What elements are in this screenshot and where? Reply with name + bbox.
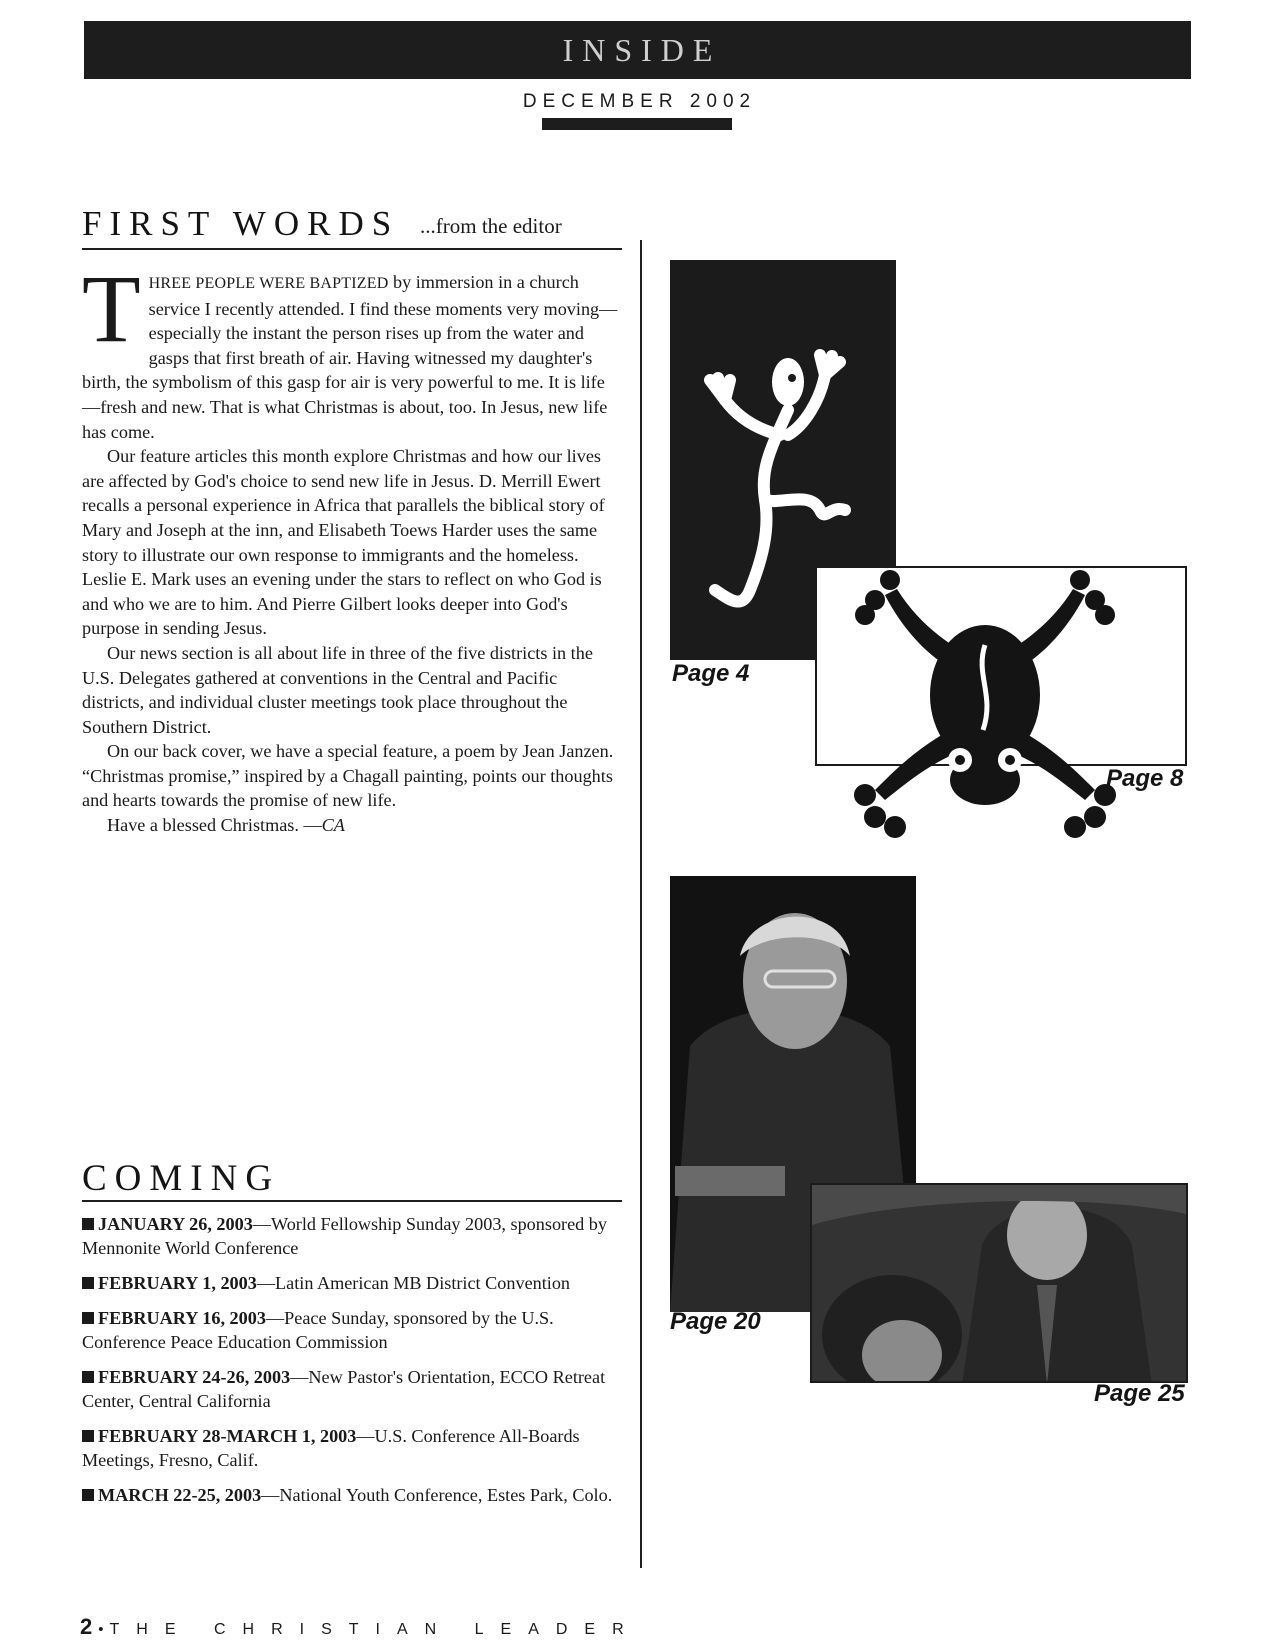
footer-separator: • bbox=[98, 1621, 104, 1638]
editorial-paragraph: Our feature articles this month explore Christmas and how our lives are affected by God's choice to send new life in Jesus. D. Merrill Ewert recalls a personal experience in Africa that parallels the biblical story of Mary and Joseph at the inn, and Elisabeth Toews Harder uses the same story to illustrate our own response to immigrants and the homeless. Leslie E. Mark uses an evening under the stars to reflect on who God is and who we are to him. And Pierre Gilbert looks deeper into God's purpose in sending Jesus. bbox=[82, 446, 605, 639]
events-list bbox=[82, 1212, 622, 1518]
closing-text: Have a blessed Christmas. — bbox=[107, 815, 322, 836]
page-footer bbox=[80, 1614, 641, 1640]
event-text: —Peace Sunday, sponsored by the U.S. Conference Peace Education Commission bbox=[82, 1308, 554, 1352]
bullet-square-icon bbox=[82, 1312, 94, 1324]
bullet-square-icon bbox=[82, 1371, 94, 1383]
drop-cap: T bbox=[82, 255, 141, 362]
event-item bbox=[82, 1306, 622, 1354]
bullet-square-icon bbox=[82, 1218, 94, 1230]
date-underline-bar bbox=[542, 118, 732, 130]
first-words-subheading: ...from the editor bbox=[420, 214, 562, 238]
coming-heading: COMING bbox=[82, 1158, 281, 1199]
page4-caption: Page 4 bbox=[672, 660, 750, 687]
event-text: —U.S. Conference All-Boards Meetings, Fresno, Calif. bbox=[82, 1426, 580, 1470]
event-item bbox=[82, 1365, 622, 1413]
event-date: FEBRUARY 16, 2003 bbox=[98, 1308, 266, 1328]
editorial-paragraph bbox=[82, 813, 622, 838]
masthead-title: INSIDE bbox=[562, 32, 722, 68]
prayer-photo bbox=[812, 1185, 1188, 1383]
event-date: FEBRUARY 24-26, 2003 bbox=[98, 1367, 291, 1387]
bullet-square-icon bbox=[82, 1277, 94, 1289]
event-date: JANUARY 26, 2003 bbox=[98, 1214, 253, 1234]
editorial-body bbox=[82, 255, 622, 838]
first-words-heading: FIRST WORDS bbox=[82, 204, 400, 243]
editor-signature: CA bbox=[321, 815, 345, 836]
issue-date: DECEMBER 2002 bbox=[522, 91, 757, 112]
event-text: —Latin American MB District Convention bbox=[256, 1273, 571, 1293]
event-text: —World Fellowship Sunday 2003, sponsored by Mennonite World Conference bbox=[82, 1214, 607, 1258]
event-text: —New Pastor's Orientation, ECCO Retreat Center, Central California bbox=[82, 1367, 606, 1411]
page20-caption: Page 20 bbox=[670, 1308, 761, 1335]
page8-caption: Page 8 bbox=[1106, 765, 1184, 792]
coming-rule bbox=[82, 1200, 622, 1202]
event-item bbox=[82, 1424, 622, 1472]
page25-photo bbox=[810, 1183, 1188, 1383]
editorial-paragraph bbox=[82, 255, 622, 444]
page8-illustration bbox=[835, 555, 1135, 855]
event-date: MARCH 22-25, 2003 bbox=[98, 1485, 262, 1505]
editorial-paragraph: Our news section is all about life in three of the five districts in the U.S. Delegates gathered at conventions in the Central and Pacific districts, and individual cluster meetings took place throughout the Southern District. bbox=[82, 642, 593, 737]
event-text: —National Youth Conference, Estes Park, Colo. bbox=[261, 1485, 613, 1505]
event-date: FEBRUARY 28-MARCH 1, 2003 bbox=[98, 1426, 357, 1446]
bullet-square-icon bbox=[82, 1430, 94, 1442]
event-item bbox=[82, 1483, 622, 1507]
first-words-rule bbox=[82, 248, 622, 250]
paragraph-text: by immersion in a church service I recently attended. I find these moments very moving—especially the instant the person rises up from the water and gasps that first breath of air. Having witnessed my daughter's birth, the symbolism of this gasp for air is very powerful to me. It is life—fresh and new. That is what Christmas is about, too. In Jesus, new life has come. bbox=[82, 272, 618, 442]
event-item bbox=[82, 1212, 622, 1260]
page-number: 2 bbox=[80, 1614, 93, 1639]
event-date: FEBRUARY 1, 2003 bbox=[98, 1273, 257, 1293]
frog-icon bbox=[835, 555, 1135, 855]
editorial-paragraph: On our back cover, we have a special feature, a poem by Jean Janzen. “Christmas promise,” inspired by a Chagall painting, points our thoughts and hearts towards the promise of new life. bbox=[82, 741, 614, 811]
event-item bbox=[82, 1271, 622, 1295]
page25-caption: Page 25 bbox=[1094, 1380, 1185, 1407]
lead-caps: HREE PEOPLE WERE BAPTIZED bbox=[148, 275, 389, 292]
publication-name: THE CHRISTIAN LEADER bbox=[109, 1621, 641, 1638]
column-divider bbox=[640, 240, 642, 1568]
bullet-square-icon bbox=[82, 1489, 94, 1501]
masthead-bar bbox=[84, 21, 1191, 79]
